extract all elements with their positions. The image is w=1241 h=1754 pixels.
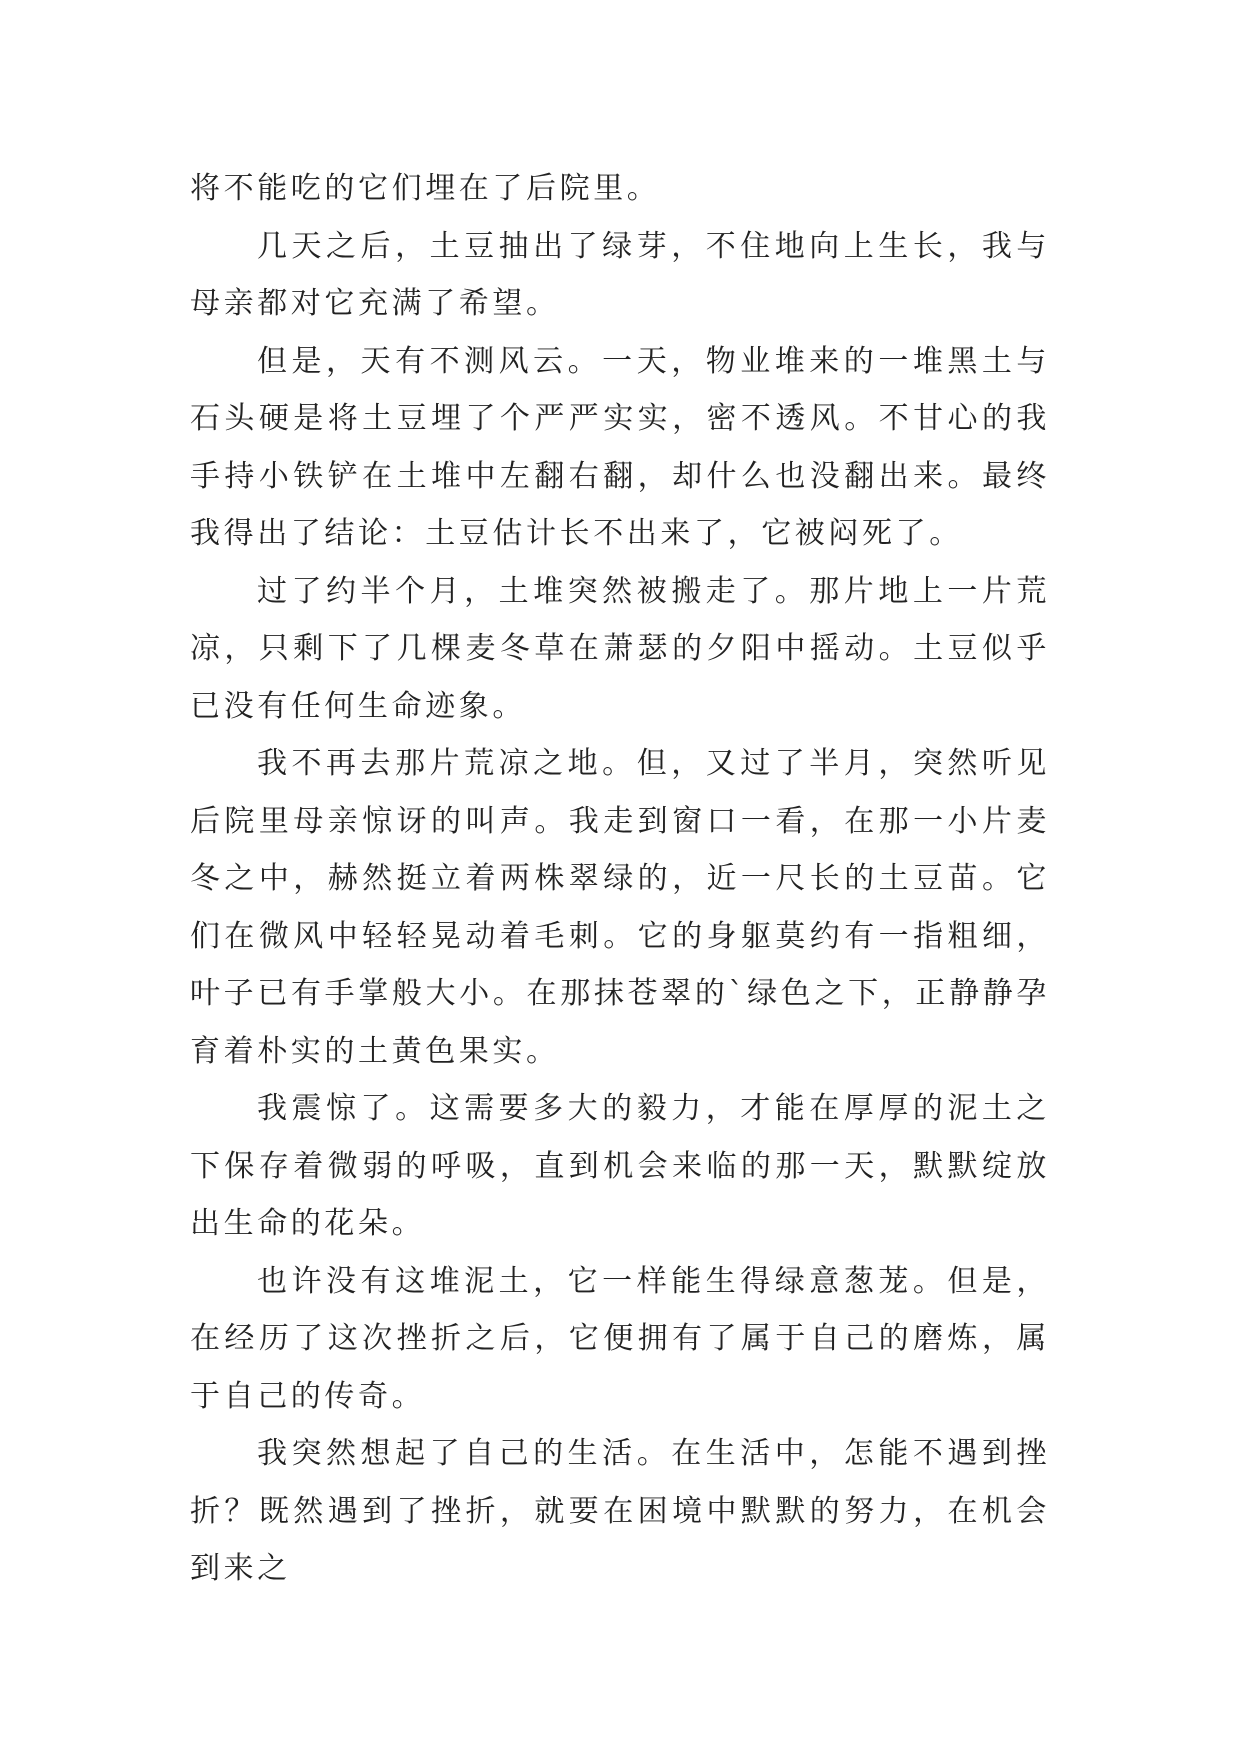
paragraph-8: 我突然想起了自己的生活。在生活中，怎能不遇到挫折？既然遇到了挫折，就要在困境中默默的努力，在机会到来之: [190, 1436, 1050, 1586]
paragraph-4: 过了约半个月，土堆突然被搬走了。那片地上一片荒凉，只剩下了几棵麦冬草在萧瑟的夕阳中摇动。土豆似乎已没有任何生命迹象。: [190, 573, 1050, 724]
paragraph-2: 几天之后，土豆抽出了绿芽，不住地向上生长，我与母亲都对它充满了希望。: [190, 228, 1050, 321]
body-text: [190, 160, 1050, 1598]
paragraph-1: 将不能吃的它们埋在了后院里。: [190, 171, 661, 206]
paragraph-6: 我震惊了。这需要多大的毅力，才能在厚厚的泥土之下保存着微弱的呼吸，直到机会来临的那一天，默默绽放出生命的花朵。: [190, 1091, 1050, 1241]
paragraph-5: 我不再去那片荒凉之地。但，又过了半月，突然听见后院里母亲惊讶的叫声。我走到窗口一看，在那一小片麦冬之中，赫然挺立着两株翠绿的，近一尺长的土豆苗。它们在微风中轻轻晃动着毛刺。它的身躯莫约有一指粗细，叶子已有手掌般大小。在那抹苍翠的`绿色之下，正静静孕育着朴实的土黄色果实。: [190, 746, 1050, 1069]
paragraph-3: 但是，天有不测风云。一天，物业堆来的一堆黑土与石头硬是将土豆埋了个严严实实，密不透风。不甘心的我手持小铁铲在土堆中左翻右翻，却什么也没翻出来。最终我得出了结论：土豆估计长不出来了，它被闷死了。: [190, 343, 1050, 551]
paragraph-7: 也许没有这堆泥土，它一样能生得绿意葱茏。但是，在经历了这次挫折之后，它便拥有了属于自己的磨炼，属于自己的传奇。: [190, 1263, 1050, 1414]
